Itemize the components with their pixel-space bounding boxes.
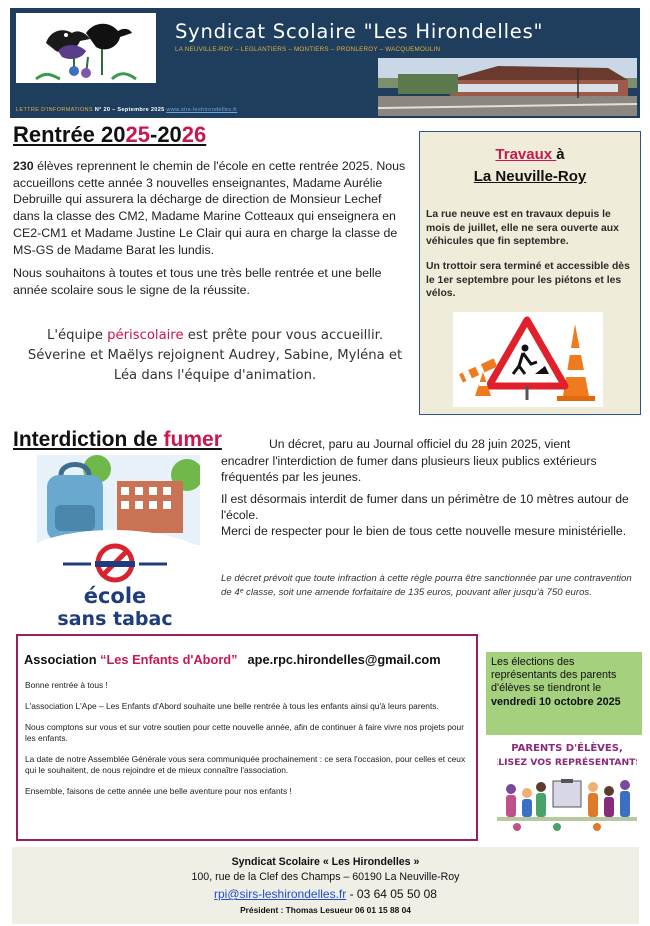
- footer-phone: - 03 64 05 50 08: [346, 887, 437, 901]
- footer-president: Président : Thomas Lesueur 06 01 15 88 04: [240, 905, 411, 915]
- header-title: Syndicat Scolaire "Les Hirondelles": [175, 20, 544, 43]
- association-paragraph: La date de notre Assemblée Générale vous sera communiquée prochainement : ce sera l'occasion, pour celles et ceux qui le souhaitent, de nous rejoindre et de mieux connaître l'association.: [25, 754, 466, 775]
- newsletter-header: [10, 8, 640, 118]
- interdiction-title: Interdiction de fumer: [13, 428, 222, 451]
- badge-line-2: sans tabac: [57, 608, 173, 630]
- rentree-paragraph-1: 230 élèves reprennent le chemin de l'école en cette rentrée 2025. Nous accueillons cette année 3 nouvelles enseignantes, Madame Aurélie Debruille qui assurera la décharge de direction de Monsieur Lechef dans la classe des CM2, Madame Marine Cotteaux qui enseignera en CE2-CM1 et Madame Justine Le Clair qui aura en charge la classe de MS-GS de Madame Barat les lundis.: [13, 159, 406, 257]
- logo: [16, 13, 156, 83]
- travaux-box: [419, 131, 641, 415]
- elections-poster: [497, 735, 637, 835]
- travaux-paragraph-2: Un trottoir sera terminé et accessible dès le 1er septembre pour les piétons et les vélos.: [426, 261, 630, 300]
- travaux-title: Travaux à: [495, 146, 565, 163]
- association-paragraph: L'association L'Ape – Les Enfants d'Abord souhaite une belle rentrée à tous les enfants ainsi qu'à leurs parents.: [25, 701, 439, 711]
- association-header: Association “Les Enfants d'Abord” ape.rpc.hirondelles@gmail.com: [24, 652, 441, 667]
- poster-line-2: ÉLISEZ VOS REPRÉSENTANTS: [497, 757, 637, 768]
- rentree-article: [13, 158, 408, 306]
- ecole-sans-tabac-illustration: [37, 455, 200, 630]
- peri-line-1: L'équipe périscolaire est prête pour vous accueillir.: [46, 328, 384, 343]
- school-building-photo: [378, 58, 637, 116]
- interdiction-paragraph-3: Merci de respecter pour le bien de tous cette nouvelle mesure ministérielle.: [221, 524, 627, 538]
- travaux-paragraph-1: La rue neuve est en travaux depuis le mois de juillet, elle ne sera ouverte aux véhicules que fin septembre.: [426, 209, 619, 248]
- association-paragraph: Ensemble, faisons de cette année une belle aventure pour nos enfants !: [25, 786, 292, 796]
- badge-line-1: école: [83, 584, 147, 608]
- footer-address: 100, rue de la Clef des Champs – 60190 La Neuville-Roy: [191, 871, 460, 883]
- association-paragraph: Nous comptons sur vous et sur votre soutien pour cette nouvelle année, afin de continuer à faire vivre nos projets pour les enfants.: [25, 722, 465, 743]
- newsletter-issue-line: [16, 107, 237, 113]
- swallow-birds-logo-icon: [16, 13, 156, 83]
- association-email[interactable]: ape.rpc.hirondelles@gmail.com: [247, 652, 441, 667]
- issue-number: N° 20 – Septembre 2025: [94, 107, 165, 113]
- footer-org: Syndicat Scolaire « Les Hirondelles »: [231, 856, 420, 868]
- association-body: [25, 680, 471, 807]
- association-paragraph: Bonne rentrée à tous !: [25, 680, 108, 690]
- website-link[interactable]: www.sirs-leshirondelles.fr: [166, 107, 238, 113]
- association-name: “Les Enfants d'Abord”: [100, 652, 238, 667]
- interdiction-lead: Un décret, paru au Journal officiel du 28 juin 2025, vient: [269, 437, 571, 451]
- footer: [12, 847, 639, 924]
- rentree-paragraph-2: Nous souhaitons à toutes et tous une très belle rentrée et une belle année scolaire sous le signe de la réussite.: [13, 266, 382, 297]
- interdiction-paragraph-1: encadrer l'interdiction de fumer dans plusieurs lieux publics extérieurs fréquentés par les jeunes.: [221, 454, 597, 484]
- footer-contact: [12, 887, 639, 901]
- elections-box: Les élections des représentants des parents d'élèves se tiendront le vendredi 10 octobre 2025: [486, 652, 642, 735]
- roadworks-sign-icon: [453, 312, 603, 407]
- newsletter-label: LETTRE D'INFORMATIONS: [16, 107, 93, 113]
- footer-email-link[interactable]: rpi@sirs-leshirondelles.fr: [214, 887, 347, 901]
- peri-line-2: Séverine et Maëlys rejoignent Audrey, Sabine, Myléna et Léa dans l'équipe d'animation.: [27, 348, 403, 383]
- interdiction-paragraph-2: Il est désormais interdit de fumer dans un périmètre de 10 mètres autour de l'école.: [221, 492, 629, 522]
- interdiction-note: Le décret prévoit que toute infraction à cette règle pourra être sanctionnée par une contravention de 4ᵉ classe, soit une amende forfaitaire de 135 euros, pouvant aller jusqu'à 750 euros.: [221, 573, 632, 598]
- elections-date: vendredi 10 octobre 2025: [491, 695, 621, 708]
- interdiction-article: [221, 453, 639, 539]
- travaux-location: La Neuville-Roy: [473, 168, 587, 185]
- periscolaire-announcement: [20, 326, 410, 386]
- association-box: [16, 634, 478, 841]
- rentree-title: Rentrée 2025-2026: [13, 122, 207, 147]
- header-communes: LA NEUVILLE-ROY – LEGLANTIERS – MONTIERS – PRONLEROY – WACQUEMOULIN: [175, 46, 441, 53]
- poster-line-1: PARENTS D'ÉLÈVES,: [511, 743, 623, 754]
